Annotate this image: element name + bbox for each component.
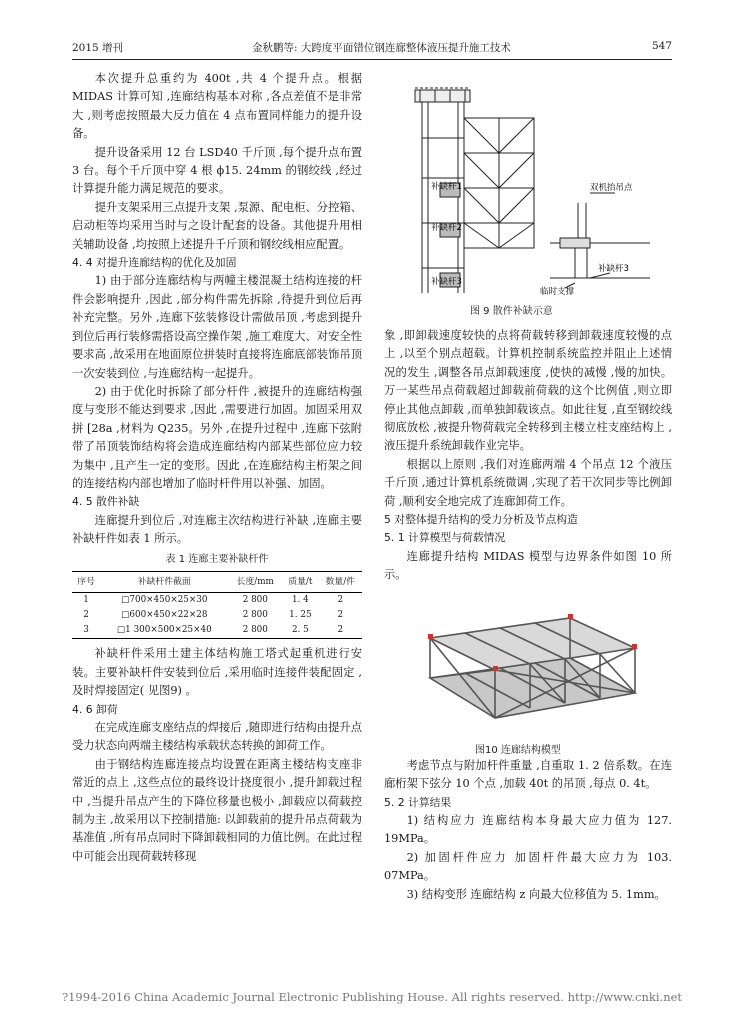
label-temp-support: 临时支撑 bbox=[540, 287, 575, 297]
paragraph: 在完成连廊支座结点的焊接后 ,随即进行结构由提升点受力状态向两端主楼结构承载状态转换的卸荷工作。 bbox=[72, 721, 362, 753]
page-number: 547 bbox=[651, 40, 672, 52]
paragraph: 连廊提升到位后 ,对连廊主次结构进行补缺 ,连廊主要补缺杆件如表 1 所示。 bbox=[72, 513, 362, 546]
label-member-3b: 补缺杆3 bbox=[598, 264, 629, 274]
paragraph: 3) 结构变形 连廊结构 z 向最大位移值为 5. 1mm。 bbox=[406, 887, 666, 901]
label-lifting-point: 双机抬吊点 bbox=[590, 183, 633, 193]
figure-10-model bbox=[420, 608, 645, 736]
column-header: 长度/mm bbox=[228, 571, 282, 592]
table-cell: 2 bbox=[337, 610, 344, 621]
copyright-footer: ?1994-2016 China Academic Journal Electronic Publishing House. All rights reserved. http://www.cnki.net bbox=[61, 990, 683, 1004]
column-header: 补缺杆件截面 bbox=[100, 571, 228, 592]
column-header: 序号 bbox=[72, 571, 100, 592]
members-table bbox=[72, 571, 362, 639]
paragraph: 2) 由于优化时拆除了部分杆件 ,被提升的连廊结构强度与变形不能达到要求 ,因此 ,需要进行加固。加固采用双拼 [28a ,材料为 Q235。另外 ,在提升过程中 ,连廊下弦附带了吊顶装饰结构将会造成连廊结构内部某些部位应力较为集中 ,且产生一定的变形。因此 ,在连廊结构主桁架之间的连接结构内部也增加了临时杆件用以补强、加固。 bbox=[72, 384, 362, 490]
table-cell: 2 bbox=[337, 595, 344, 606]
table-cell: □600×450×22×28 bbox=[121, 610, 208, 621]
header-rule bbox=[72, 59, 672, 60]
label-member-1: 补缺杆1 bbox=[431, 182, 462, 192]
table-cell: 2 800 bbox=[228, 623, 282, 639]
table-cell: 3 bbox=[72, 623, 100, 639]
table-cell: 2 bbox=[83, 610, 89, 621]
table-row bbox=[72, 608, 362, 623]
table-cell: 2. 5 bbox=[282, 623, 319, 639]
paragraph: 考虑节点与附加杆件重量 ,自重取 1. 2 倍系数。在连廊桁架下弦分 10 个点 ,加载 40t 的吊顶 ,每点 0. 4t。 bbox=[384, 758, 672, 791]
figure-9-diagram bbox=[400, 78, 650, 298]
table-cell: □1 300×500×25×40 bbox=[100, 623, 228, 639]
section-heading: 5 对整体提升结构的受力分析及节点构造 bbox=[384, 513, 578, 527]
paragraph: 本次提升总重约为 400t ,共 4 个提升点。根据 MIDAS 计算可知 ,连廊结构基本对称 ,各点差值不是非常大 ,则考虑按照最大反力值在 4 点布置同样能力的提升设备。 bbox=[72, 72, 362, 141]
label-member-2: 补缺杆2 bbox=[431, 223, 462, 233]
left-column bbox=[72, 70, 362, 866]
table-cell: 2 bbox=[319, 623, 362, 639]
section-heading: 4. 6 卸荷 bbox=[72, 702, 118, 716]
figure-10-caption: 图10 连廊结构模型 bbox=[475, 745, 561, 756]
section-heading: 5. 1 计算模型与荷载情况 bbox=[384, 531, 506, 545]
table-header-row bbox=[72, 571, 362, 592]
paragraph: 1) 结构应力 连廊结构本身最大应力值为 127. 19MPa。 bbox=[384, 813, 672, 846]
table-row bbox=[72, 593, 362, 609]
running-title: 金秋鹏等: 大跨度平面错位钢连廊整体液压提升施工技术 bbox=[252, 42, 511, 54]
table-row bbox=[72, 623, 362, 639]
column-header: 数量/件 bbox=[319, 571, 362, 592]
page-header bbox=[72, 40, 672, 56]
section-heading: 4. 4 对提升连廊结构的优化及加固 bbox=[72, 256, 237, 270]
paragraph: 补缺杆件采用土建主体结构施工塔式起重机进行安装。主要补缺杆件安装到位后 ,采用临时连接件装配固定 ,及时焊接固定( 见图9) 。 bbox=[72, 647, 362, 698]
table-cell: 2 800 bbox=[242, 610, 268, 621]
journal-issue: 2015 增刊 bbox=[72, 42, 124, 54]
paragraph: 根据以上原则 ,我们对连廊两端 4 个吊点 12 个液压千斤顶 ,通过计算机系统微调 ,实现了若干次同步等比例卸荷 ,顺利安全地完成了连廊卸荷工作。 bbox=[384, 457, 672, 508]
table-cell: 1. 4 bbox=[291, 595, 309, 606]
paragraph: 象 ,即卸载速度较快的点将荷载转移到卸载速度较慢的点上 ,以至个别点超载。计算机控制系统监控并阻止上述情况的发生 ,调整各吊点卸载速度 ,使快的减慢 ,慢的加快。万一某些吊点荷载超过卸载前荷载的这个比例值 ,则立即停止其他点卸载 ,而单独卸载该点。如此往复 ,直至钢绞线彻底放松 ,被提升物荷载完全转移到主楼立柱支座结构上 ,液压提升系统卸载作业完毕。 bbox=[384, 329, 672, 453]
table-cell: □700×450×25×30 bbox=[121, 595, 208, 606]
paragraph: 提升设备采用 12 台 LSD40 千斤顶 ,每个提升点布置 3 台。每个千斤顶中穿 4 根 ϕ15. 24mm 的钢绞线 ,经过计算提升能力满足规范的要求。 bbox=[72, 145, 362, 196]
label-member-3: 补缺杆3 bbox=[431, 277, 462, 287]
table-cell: 1 bbox=[83, 595, 89, 606]
paragraph: 2) 加固杆件应力 加固杆件最大应力为 103. 07MPa。 bbox=[384, 850, 672, 883]
table-caption: 表 1 连廊主要补缺杆件 bbox=[165, 553, 269, 565]
paragraph: 1) 由于部分连廊结构与两幢主楼混凝土结构连接的杆件会影响提升 ,因此 ,部分构件需先拆除 ,待提升到位后再补充完整。另外 ,连廊下弦装修设计需做吊顶 ,考虑到提升到位后再行装修需搭设高空操作架 ,施工难度大、对安全性要求高 ,故采用在地面原位拼装时直接将连廊底部装饰吊顶一次安装到位 ,与连廊结构一起提升。 bbox=[72, 274, 362, 380]
section-heading: 4. 5 散件补缺 bbox=[72, 495, 140, 509]
table-cell: 2 800 bbox=[242, 595, 268, 606]
paragraph: 提升支架采用三点提升支架 ,泵源、配电柜、分控箱、启动柜等均采用当时与之设计配套的设备。其他提升用相关辅助设备 ,均按照上述提升千斤顶和钢绞线相应配置。 bbox=[72, 200, 362, 251]
figure-9-caption: 图 9 散件补缺示意 bbox=[470, 306, 553, 317]
paragraph: 由于钢结构连廊连接点均设置在距离主楼结构支座非常近的点上 ,这些点位的最终设计挠度很小 ,提升卸载过程中 ,当提升吊点产生的下降位移量也极小 ,卸载应以荷载控制为主 ,故采用以下控制措施: 以卸载前的提升吊点荷载为基准值 ,所有吊点同时下降卸载相同的力值比例。在此过程中可能会出现荷载转移现 bbox=[72, 757, 362, 863]
table-cell: 1. 25 bbox=[289, 610, 312, 621]
section-heading: 5. 2 计算结果 bbox=[384, 795, 452, 809]
paragraph: 连廊提升结构 MIDAS 模型与边界条件如图 10 所示。 bbox=[384, 549, 672, 582]
column-header: 质量/t bbox=[282, 571, 319, 592]
